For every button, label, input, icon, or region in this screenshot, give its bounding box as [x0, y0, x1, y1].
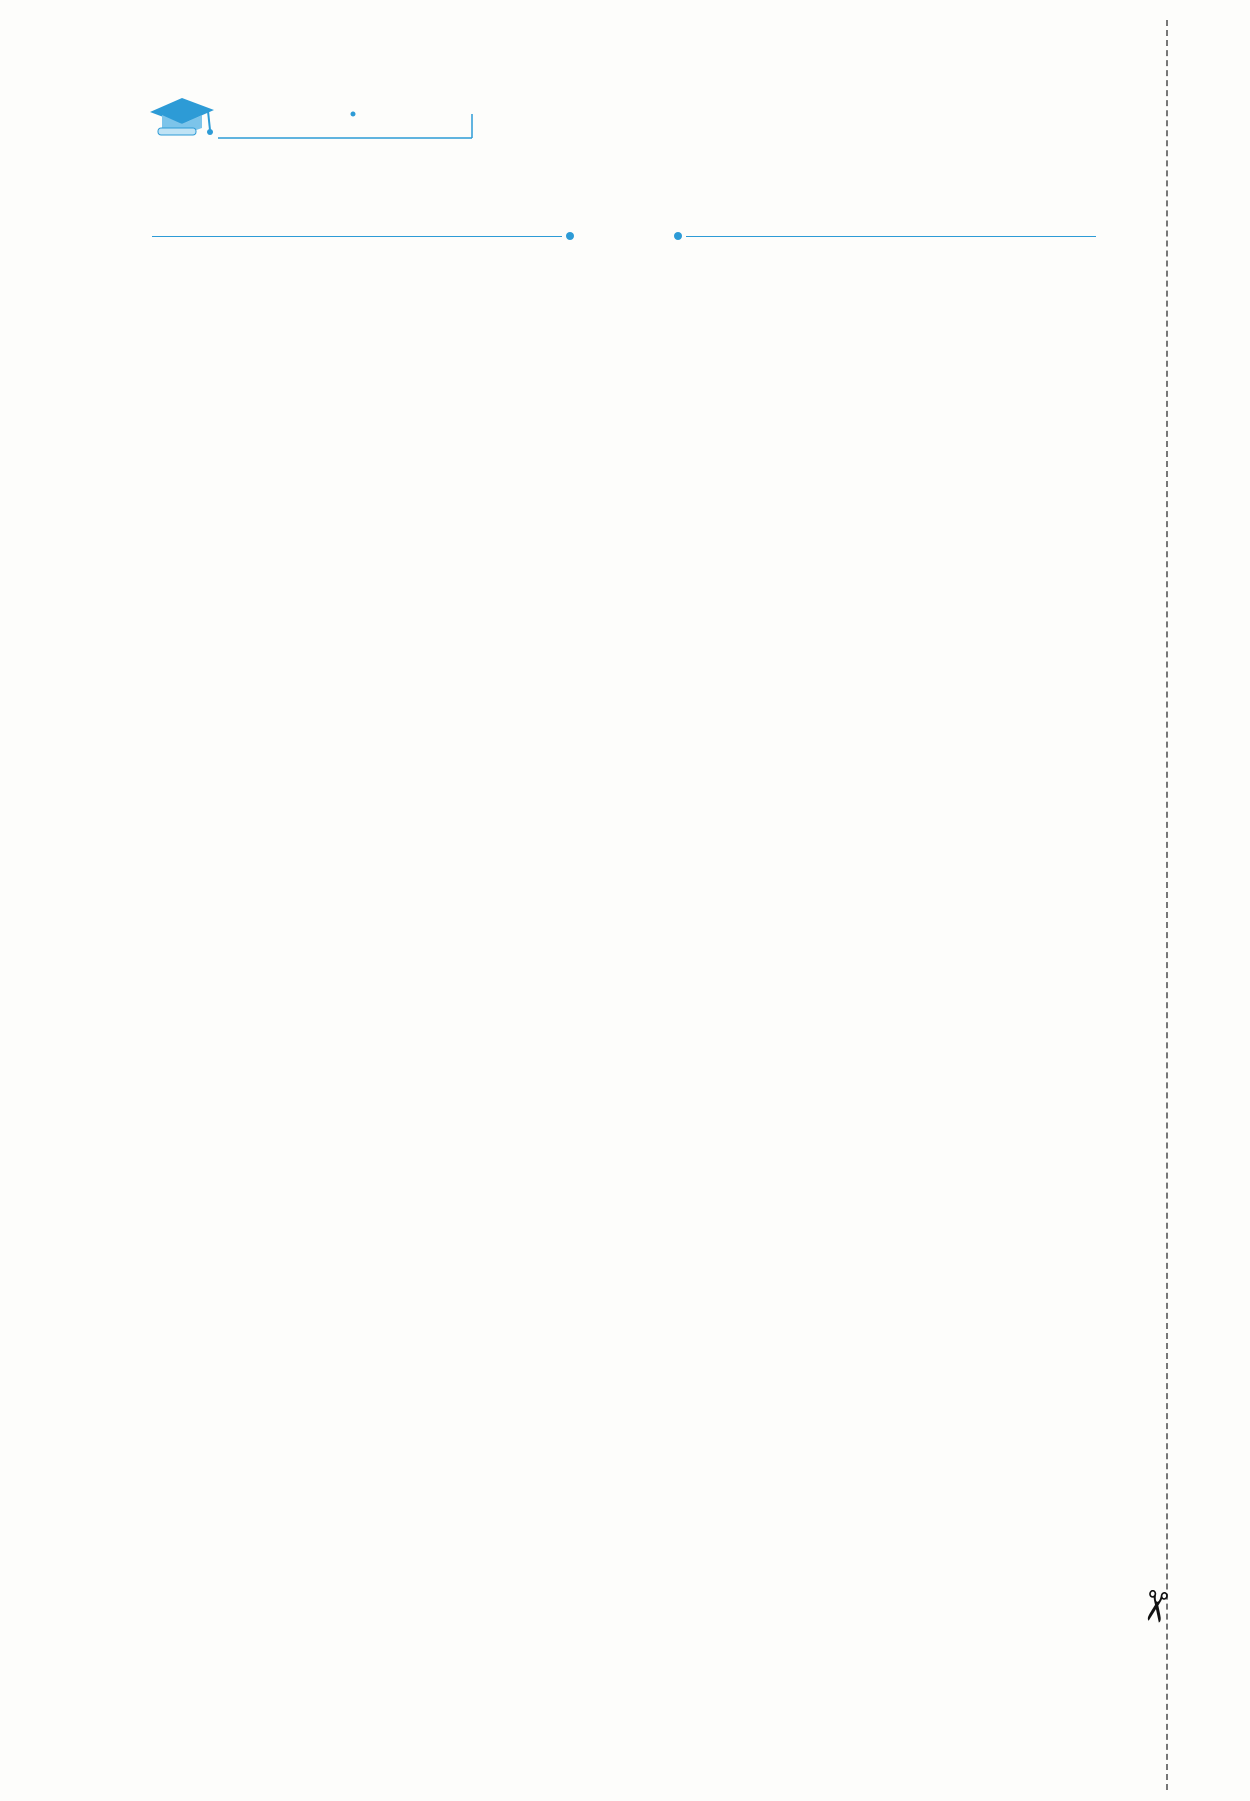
scissors-icon: ✂	[1128, 1584, 1183, 1629]
cut-line	[1166, 20, 1168, 1790]
graduation-cap-icon	[150, 98, 214, 124]
header-logo	[148, 84, 478, 144]
unit-divider	[152, 209, 1096, 265]
answer-content	[152, 205, 1096, 273]
